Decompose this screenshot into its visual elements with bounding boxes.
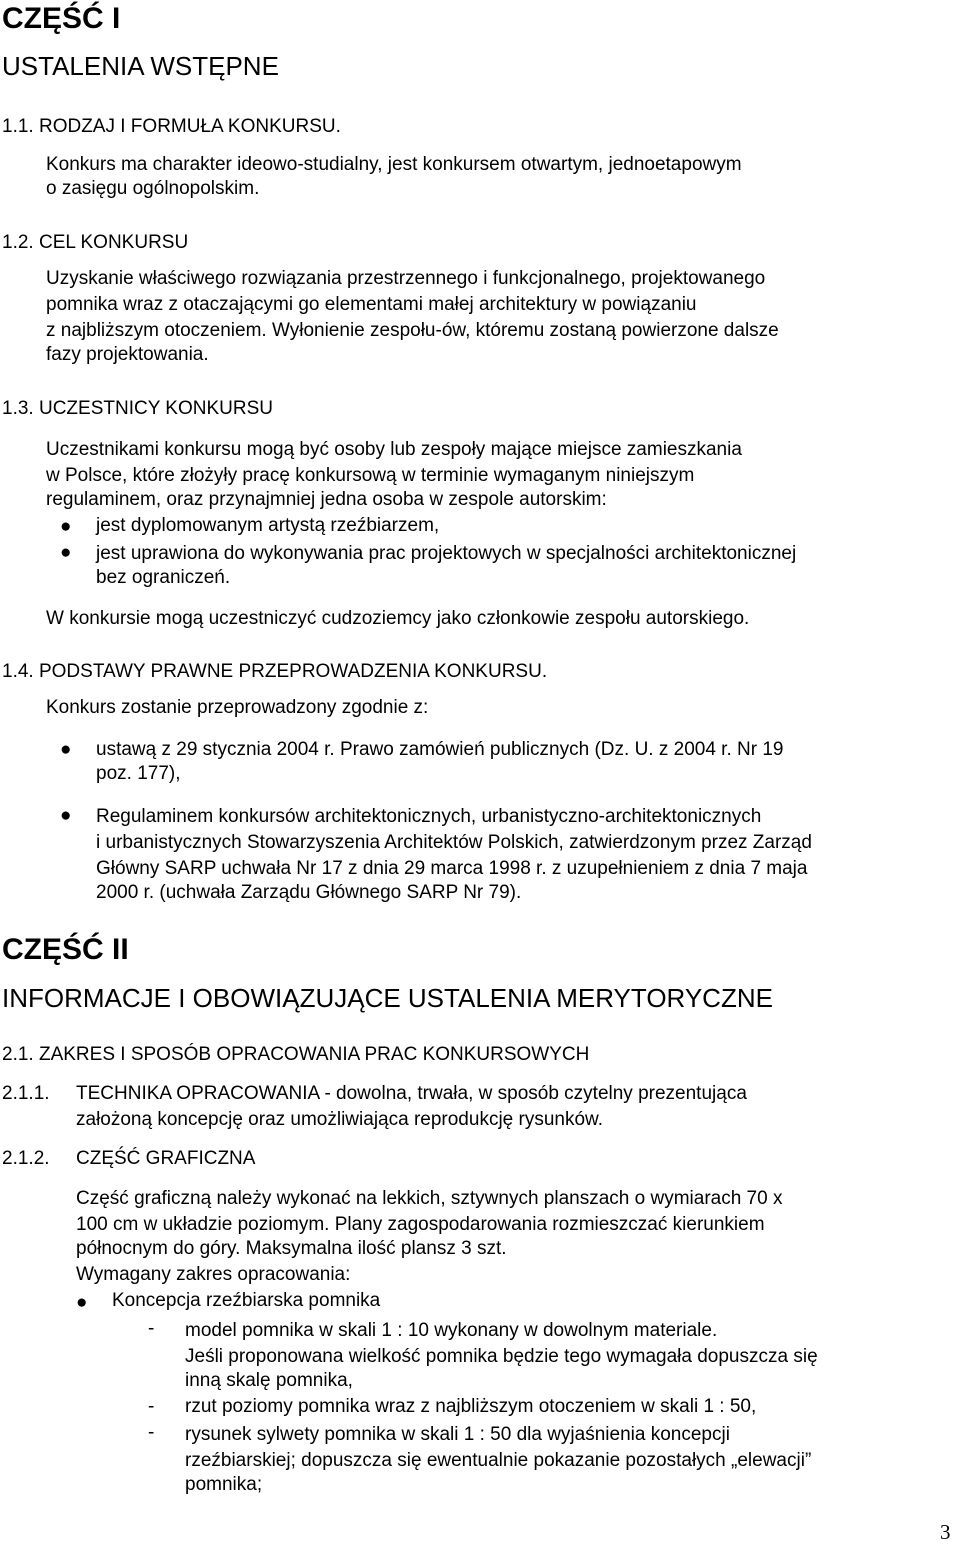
section-2-1-2-bullet: Koncepcja rzeźbiarska pomnika (112, 1290, 381, 1311)
section-1-3-bullet: bez ograniczeń. (96, 567, 231, 588)
dash-item-line: Jeśli proponowana wielkość pomnika będzie tego wymagała dopuszcza się (185, 1346, 818, 1367)
part2-subheading: INFORMACJE I OBOWIĄZUJĄCE USTALENIA MERYTORYCZNE (2, 983, 773, 1013)
section-1-1-line: Konkurs ma charakter ideowo-studialny, jest konkursem otwartym, jednoetapowym (46, 154, 742, 175)
section-2-1-2-number: 2.1.2. (2, 1148, 50, 1169)
section-1-3-line: w Polsce, które złożyły pracę konkursową w terminie wymaganym niniejszym (46, 465, 695, 486)
section-1-3-note: W konkursie mogą uczestniczyć cudzoziemcy jako członkowie zespołu autorskiego. (46, 608, 750, 629)
section-1-2-title: 1.2. CEL KONKURSU (2, 232, 189, 253)
section-2-1-title: 2.1. ZAKRES I SPOSÓB OPRACOWANIA PRAC KONKURSOWYCH (2, 1044, 590, 1065)
section-2-1-2-scope-intro: Wymagany zakres opracowania: (76, 1264, 351, 1285)
dash-item-line: rzut poziomy pomnika wraz z najbliższym otoczeniem w skali 1 : 50, (185, 1396, 757, 1417)
dash-item-line: model pomnika w skali 1 : 10 wykonany w dowolnym materiale. (185, 1320, 718, 1341)
section-1-2-line: fazy projektowania. (46, 344, 209, 365)
section-1-4-bullet: ustawą z 29 stycznia 2004 r. Prawo zamówień publicznych (Dz. U. z 2004 r. Nr 19 (96, 739, 784, 760)
bullet-icon: ● (60, 516, 72, 537)
section-2-1-2-title: CZĘŚĆ GRAFICZNA (76, 1148, 256, 1169)
dash-icon: - (148, 1318, 155, 1339)
section-1-2-line: pomnika wraz z otaczającymi go elementami małej architektury w powiązaniu (46, 294, 697, 315)
section-2-1-1-line: założoną koncepcję oraz umożliwiająca reprodukcję rysunków. (76, 1109, 603, 1130)
dash-item-line: rzeźbiarskiej; dopuszcza się ewentualnie pokazanie pozostałych „elewacji” (185, 1450, 812, 1471)
section-1-4-bullet: i urbanistycznych Stowarzyszenia Architektów Polskich, zatwierdzonym przez Zarząd (96, 832, 812, 853)
section-1-1-line: o zasięgu ogólnopolskim. (46, 178, 260, 199)
section-1-2-line: Uzyskanie właściwego rozwiązania przestrzennego i funkcjonalnego, projektowanego (46, 268, 766, 289)
section-1-3-line: Uczestnikami konkursu mogą być osoby lub zespoły mające miejsce zamieszkania (46, 439, 742, 460)
section-1-4-bullet: 2000 r. (uchwała Zarządu Głównego SARP Nr 79). (96, 882, 522, 903)
section-1-3-title: 1.3. UCZESTNICY KONKURSU (2, 398, 273, 419)
section-1-4-intro: Konkurs zostanie przeprowadzony zgodnie z: (46, 697, 429, 718)
section-1-4-bullet: Główny SARP uchwała Nr 17 z dnia 29 marca 1998 r. z uzupełnieniem z dnia 7 maja (96, 858, 808, 879)
section-2-1-2-line: 100 cm w układzie poziomym. Plany zagospodarowania rozmieszczać kierunkiem (76, 1214, 765, 1235)
dash-icon: - (148, 1396, 155, 1417)
section-1-4-title: 1.4. PODSTAWY PRAWNE PRZEPROWADZENIA KONKURSU. (2, 661, 548, 682)
section-2-1-2-line: Część graficzną należy wykonać na lekkich, sztywnych planszach o wymiarach 70 x (76, 1188, 783, 1209)
part1-subheading: USTALENIA WSTĘPNE (2, 51, 279, 81)
section-1-1-title: 1.1. RODZAJ I FORMUŁA KONKURSU. (2, 116, 341, 137)
dash-icon: - (148, 1422, 155, 1443)
section-1-2-line: z najbliższym otoczeniem. Wyłonienie zespołu-ów, któremu zostaną powierzone dalsze (46, 320, 779, 341)
part1-heading: CZĘŚĆ I (2, 2, 121, 35)
dash-item-line: inną skalę pomnika, (185, 1370, 353, 1391)
page-number: 3 (940, 1520, 951, 1544)
section-1-4-bullet: poz. 177), (96, 763, 181, 784)
part2-heading: CZĘŚĆ II (2, 933, 129, 966)
section-1-3-bullet: jest dyplomowanym artystą rzeźbiarzem, (96, 515, 440, 536)
section-1-4-bullet: Regulaminem konkursów architektonicznych, urbanistyczno-architektonicznych (96, 806, 762, 827)
section-2-1-2-line: północnym do góry. Maksymalna ilość plansz 3 szt. (76, 1238, 507, 1259)
section-2-1-1-number: 2.1.1. (2, 1083, 50, 1104)
bullet-icon: ● (60, 542, 72, 563)
bullet-icon: ● (76, 1292, 88, 1313)
dash-item-line: rysunek sylwety pomnika w skali 1 : 50 dla wyjaśnienia koncepcji (185, 1424, 730, 1445)
bullet-icon: ● (60, 805, 72, 826)
bullet-icon: ● (60, 739, 72, 760)
dash-item-line: pomnika; (185, 1474, 263, 1495)
section-1-3-bullet: jest uprawiona do wykonywania prac projektowych w specjalności architektonicznej (96, 543, 797, 564)
section-2-1-1-line: TECHNIKA OPRACOWANIA - dowolna, trwała, w sposób czytelny prezentująca (76, 1083, 747, 1104)
section-1-3-line: regulaminem, oraz przynajmniej jedna osoba w zespole autorskim: (46, 489, 607, 510)
